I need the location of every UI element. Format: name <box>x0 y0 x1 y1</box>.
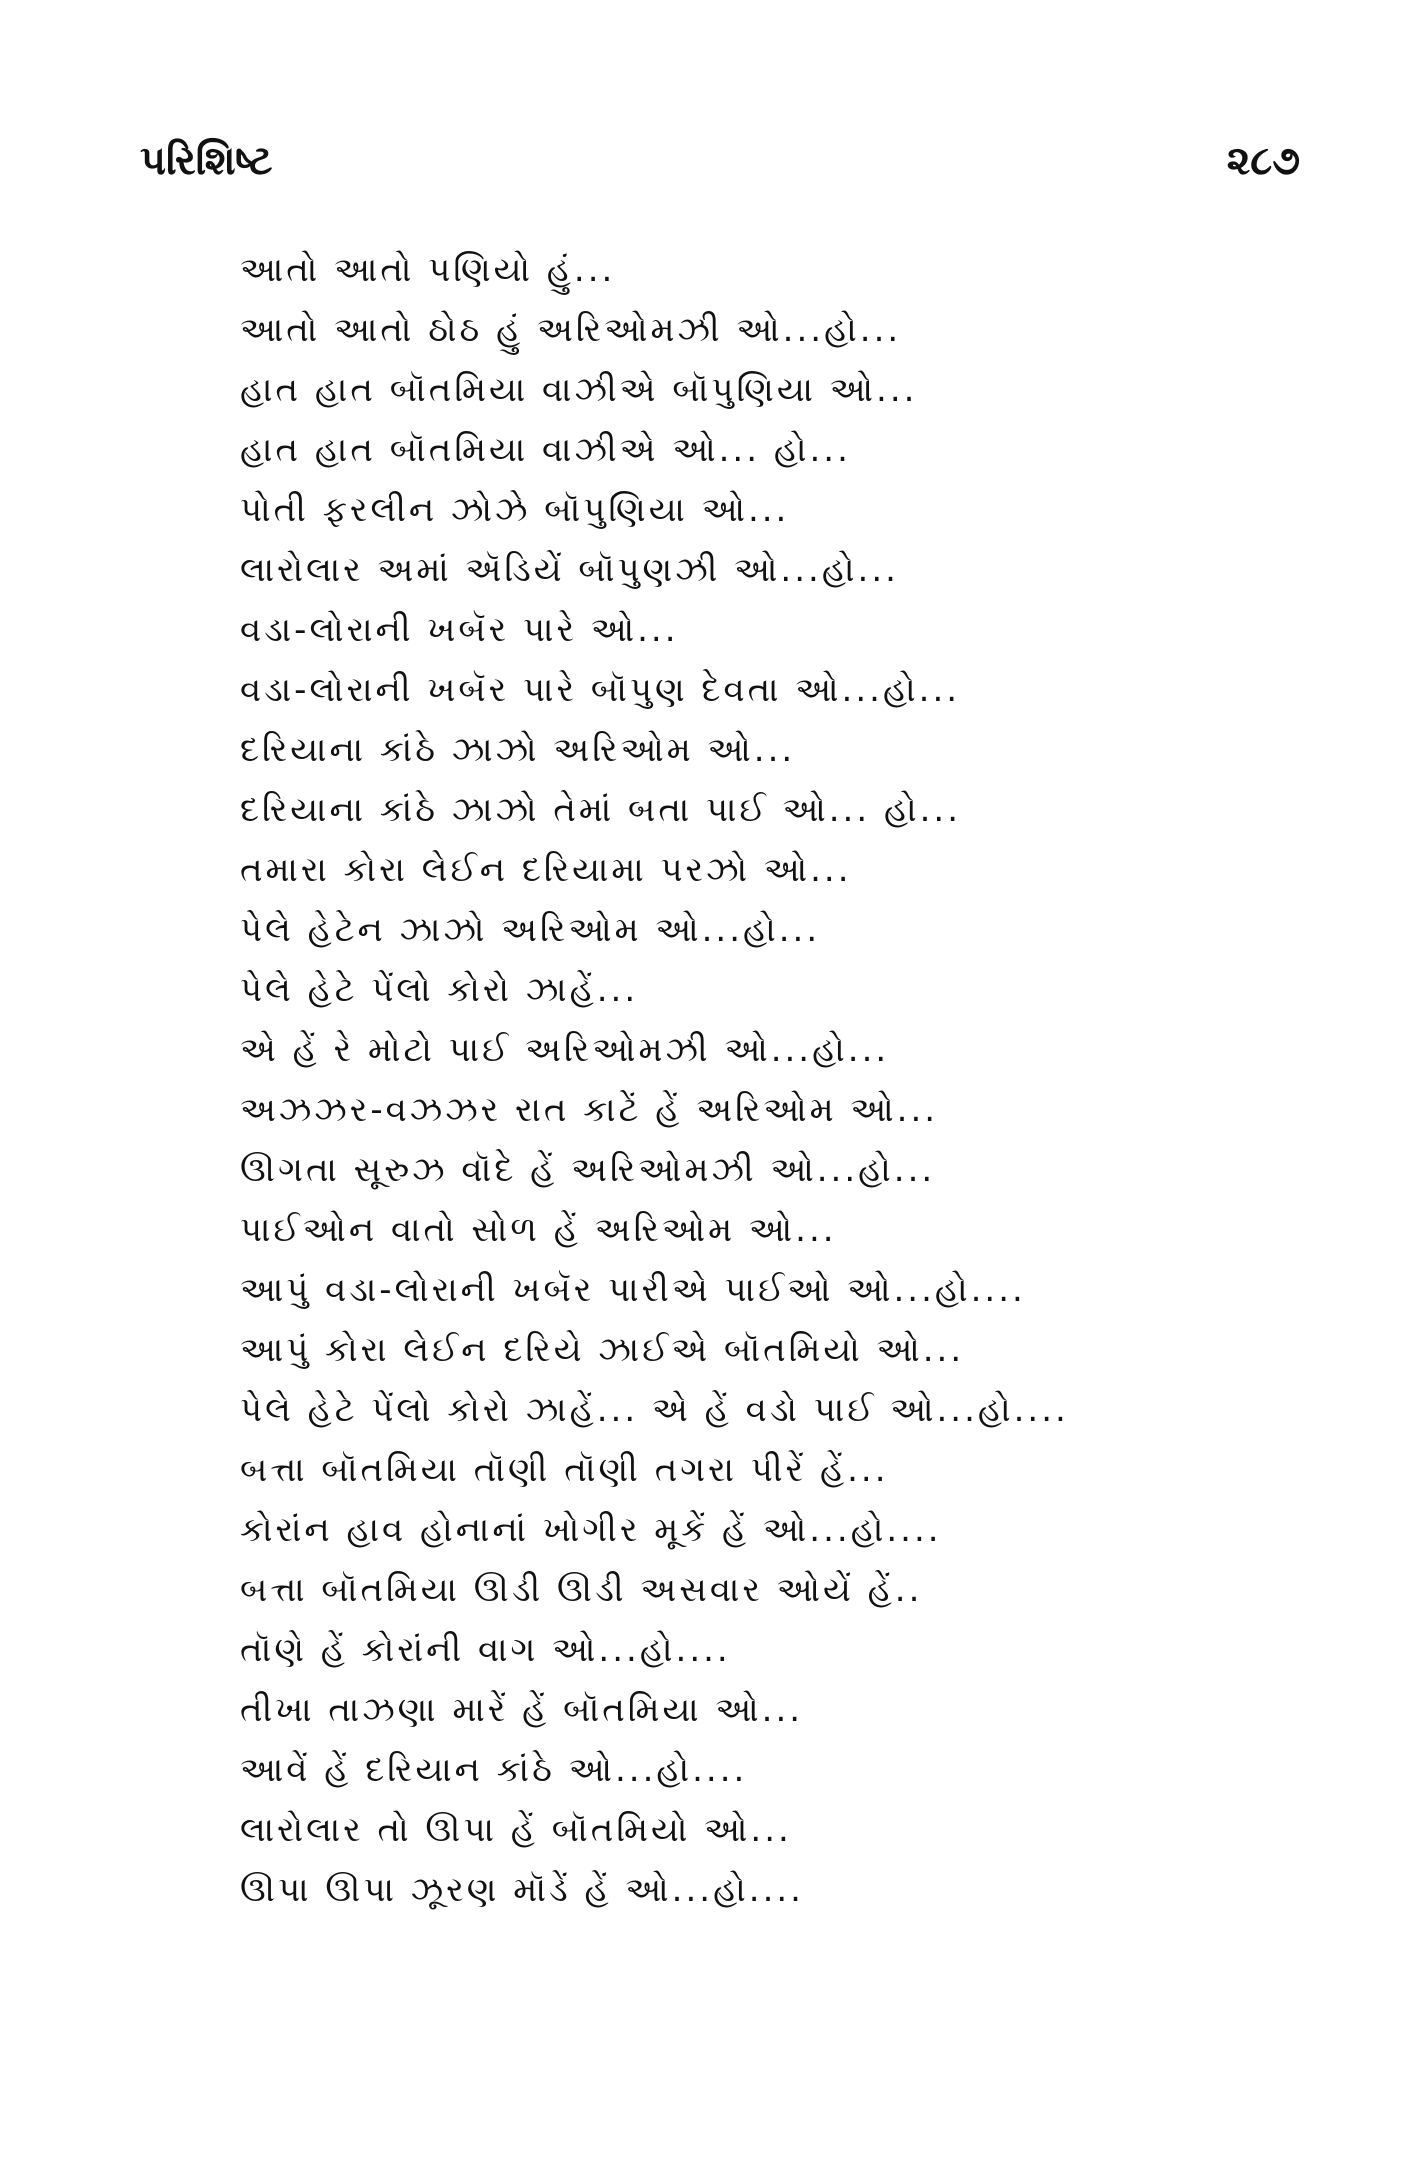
poem-line: દરિયાના કાંઠે ઝાઝો તેમાં બતા પાઈ ઓ... હો... <box>240 790 962 830</box>
poem-line: તીખા તાઝણા મારેં હેં બૉતમિયા ઓ... <box>240 1690 804 1730</box>
poem-line: બત્તા બૉતમિયા ઊડી ઊડી અસવાર ઓયેં હેં.. <box>240 1570 923 1610</box>
stanza <box>240 240 1340 360</box>
poem-line: ઊગતા સૂરુઝ વૉદે હેં અરિઓમઝી ઓ...હો... <box>240 1150 936 1190</box>
stanza <box>240 1800 1340 1920</box>
stanza <box>240 960 1340 1080</box>
stanza <box>240 840 1340 960</box>
stanza <box>240 360 1340 480</box>
poem-line: આવેં હેં દરિયાન કાંઠે ઓ...હો.... <box>240 1750 748 1790</box>
stanza <box>240 1080 1340 1200</box>
poem-line: પેલે હેટે પેંલો કોરો ઝાહેં... <box>240 970 639 1010</box>
poem-line: વડા-લોરાની ખબૅર પારે બૉપુણ દેવતા ઓ...હો... <box>240 670 961 710</box>
stanza <box>240 1560 1340 1680</box>
running-header <box>140 138 1300 198</box>
poem-line: પેલે હેટેન ઝાઝો અરિઓમ ઓ...હો... <box>240 910 821 950</box>
poem-line: બત્તા બૉતમિયા તૉણી તૉણી તગરા પીરેં હેં... <box>240 1450 889 1490</box>
stanza <box>240 480 1340 600</box>
poem-line: પોતી ફરલીન ઝોઝે બૉપુણિયા ઓ... <box>240 490 790 530</box>
stanza <box>240 720 1340 840</box>
poem-line: અઝઝર-વઝઝર રાત કાટેં હેં અરિઓમ ઓ... <box>240 1090 939 1130</box>
section-title: પરિશિષ્ટ <box>140 138 273 184</box>
poem-line: કોરાંન હાવ હોનાનાં ખોગીર મૂકેં હેં ઓ...હો.... <box>240 1510 942 1550</box>
poem-body <box>240 240 1340 1920</box>
stanza <box>240 1680 1340 1800</box>
poem-line: આપું વડા-લોરાની ખબૅર પારીએ પાઈઓ ઓ...હો.... <box>240 1270 1026 1310</box>
stanza <box>240 1200 1340 1320</box>
poem-line: દરિયાના કાંઠે ઝાઝો અરિઓમ ઓ... <box>240 730 796 770</box>
poem-line: આપું કોરા લેઈન દરિયે ઝાઈએ બૉતમિયો ઓ... <box>240 1330 965 1370</box>
poem-line: હાત હાત બૉતમિયા વાઝીએ બૉપુણિયા ઓ... <box>240 370 918 410</box>
poem-line: તમારા કોરા લેઈન દરિયામા પરઝો ઓ... <box>240 850 852 890</box>
stanza <box>240 1440 1340 1560</box>
poem-line: વડા-લોરાની ખબૅર પારે ઓ... <box>240 610 679 650</box>
poem-line: લારોલાર અમાં ઍડિયેં બૉપુણઝી ઓ...હો... <box>240 550 899 590</box>
poem-line: પાઈઓન વાતો સોળ હેં અરિઓમ ઓ... <box>240 1210 837 1250</box>
poem-line: આતો આતો પણિયો હું... <box>240 250 616 290</box>
poem-line: ઊપા ઊપા ઝૂરણ મૉડેં હેં ઓ...હો.... <box>240 1870 804 1910</box>
poem-line: પેલે હેટે પેંલો કોરો ઝાહેં... એ હેં વડો પાઈ ઓ...હો.... <box>240 1390 1069 1430</box>
stanza <box>240 1320 1340 1440</box>
poem-line: લારોલાર તો ઊપા હેં બૉતમિયો ઓ... <box>240 1810 792 1850</box>
poem-line: એ હેં રે મોટો પાઈ અરિઓમઝી ઓ...હો... <box>240 1030 890 1070</box>
poem-line: હાત હાત બૉતમિયા વાઝીએ ઓ... હો... <box>240 430 851 470</box>
poem-line: તૉણે હેં કોરાંની વાગ ઓ...હો.... <box>240 1630 731 1670</box>
poem-line: આતો આતો ઠોઠ હું અરિઓમઝી ઓ...હો... <box>240 310 902 350</box>
page-number: ૨૮૭ <box>1226 138 1300 184</box>
stanza <box>240 600 1340 720</box>
